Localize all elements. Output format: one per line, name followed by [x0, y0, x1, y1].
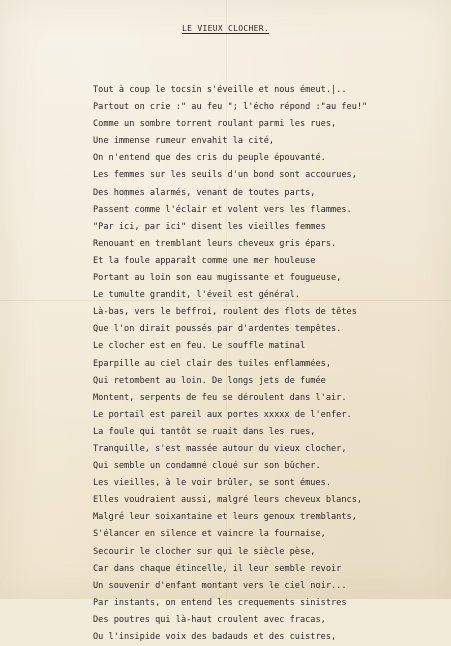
- poem-line: Les femmes sur les seuils d'un bond sont accourues,: [93, 170, 357, 181]
- poem-line: Renouant en tremblant leurs cheveux gris épars.: [93, 238, 337, 249]
- poem-line: Une immense rumeur envahit la cité,: [93, 136, 275, 147]
- poem-body: [93, 82, 443, 646]
- poem-line: Des hommes alarmés, venant de toutes parts,: [93, 187, 316, 198]
- poem-line: Le clocher est en feu. Le souffle matinal: [93, 341, 306, 352]
- poem-line: Malgré leur soixantaine et leurs genoux tremblants,: [93, 512, 357, 523]
- poem-line: Comme un sombre torrent roulant parmi les rues,: [93, 119, 337, 130]
- poem-line: Tranquille, s'est massée autour du vieux clocher,: [93, 443, 347, 454]
- poem-line: Un souvenir d'enfant montant vers le ciel noir...: [93, 580, 347, 591]
- poem-line: Le tumulte grandit, l'éveil est général.: [93, 290, 300, 301]
- poem-line: Elles voudraient aussi, malgré leurs cheveux blancs,: [93, 495, 363, 506]
- poem-line: Car dans chaque étincelle, il leur semble revoir: [93, 563, 342, 574]
- poem-line: Montent, serpents de feu se déroulent dans l'air.: [93, 392, 347, 403]
- poem-line: Des poutres qui là-haut croulent avec fracas,: [93, 614, 326, 625]
- poem-line: Portant au loin son eau mugissante et fougueuse,: [93, 273, 342, 284]
- poem-line: La foule qui tantôt se ruait dans les rues,: [93, 426, 316, 437]
- poem-line: S'élancer en silence et vaincre la fournaise,: [93, 529, 326, 540]
- poem-line: Passent comme l'éclair et volent vers les flammes.: [93, 204, 352, 215]
- poem-line: Le portail est pareil aux portes xxxxx de l'enfer.: [93, 409, 352, 420]
- poem-line: Là-bas, vers le beffroi, roulent des flots de têtes: [93, 307, 357, 318]
- poem-line: Tout à coup le tocsin s'éveille et nous émeut.|..: [93, 85, 347, 95]
- poem-line: Qui semble un condamné cloué sur son bûcher.: [93, 461, 321, 472]
- poem-line: Les vieilles, à le voir brûler, se sont émues.: [93, 478, 331, 489]
- poem-title-text: LE VIEUX CLOCHER.: [182, 24, 269, 33]
- poem-line: Partout on crie :" au feu "; l'écho répond :"au feu!": [93, 102, 368, 113]
- poem-line: Ou l'insipide voix des badauds et des cuistres,: [93, 632, 337, 642]
- poem-title: [0, 24, 451, 33]
- poem-line: Secourir le clocher sur qui le siècle pèse,: [93, 546, 316, 557]
- poem-line: Qui retombent au loin. De longs jets de fumée: [93, 375, 326, 386]
- poem-line: "Par ici, par ici" disent les vieilles femmes: [93, 221, 326, 232]
- poem-line: Et la foule apparaît comme une mer houleuse: [93, 255, 316, 266]
- poem-line: On n'entend que des cris du peuple épouvanté.: [93, 153, 326, 164]
- poem-line: Par instants, on entend les crequements sinistres: [93, 597, 347, 608]
- poem-line: Que l'on dirait poussés par d'ardentes tempêtes.: [93, 324, 342, 335]
- poem-line: Eparpille au ciel clair des tuiles enflammées,: [93, 358, 331, 369]
